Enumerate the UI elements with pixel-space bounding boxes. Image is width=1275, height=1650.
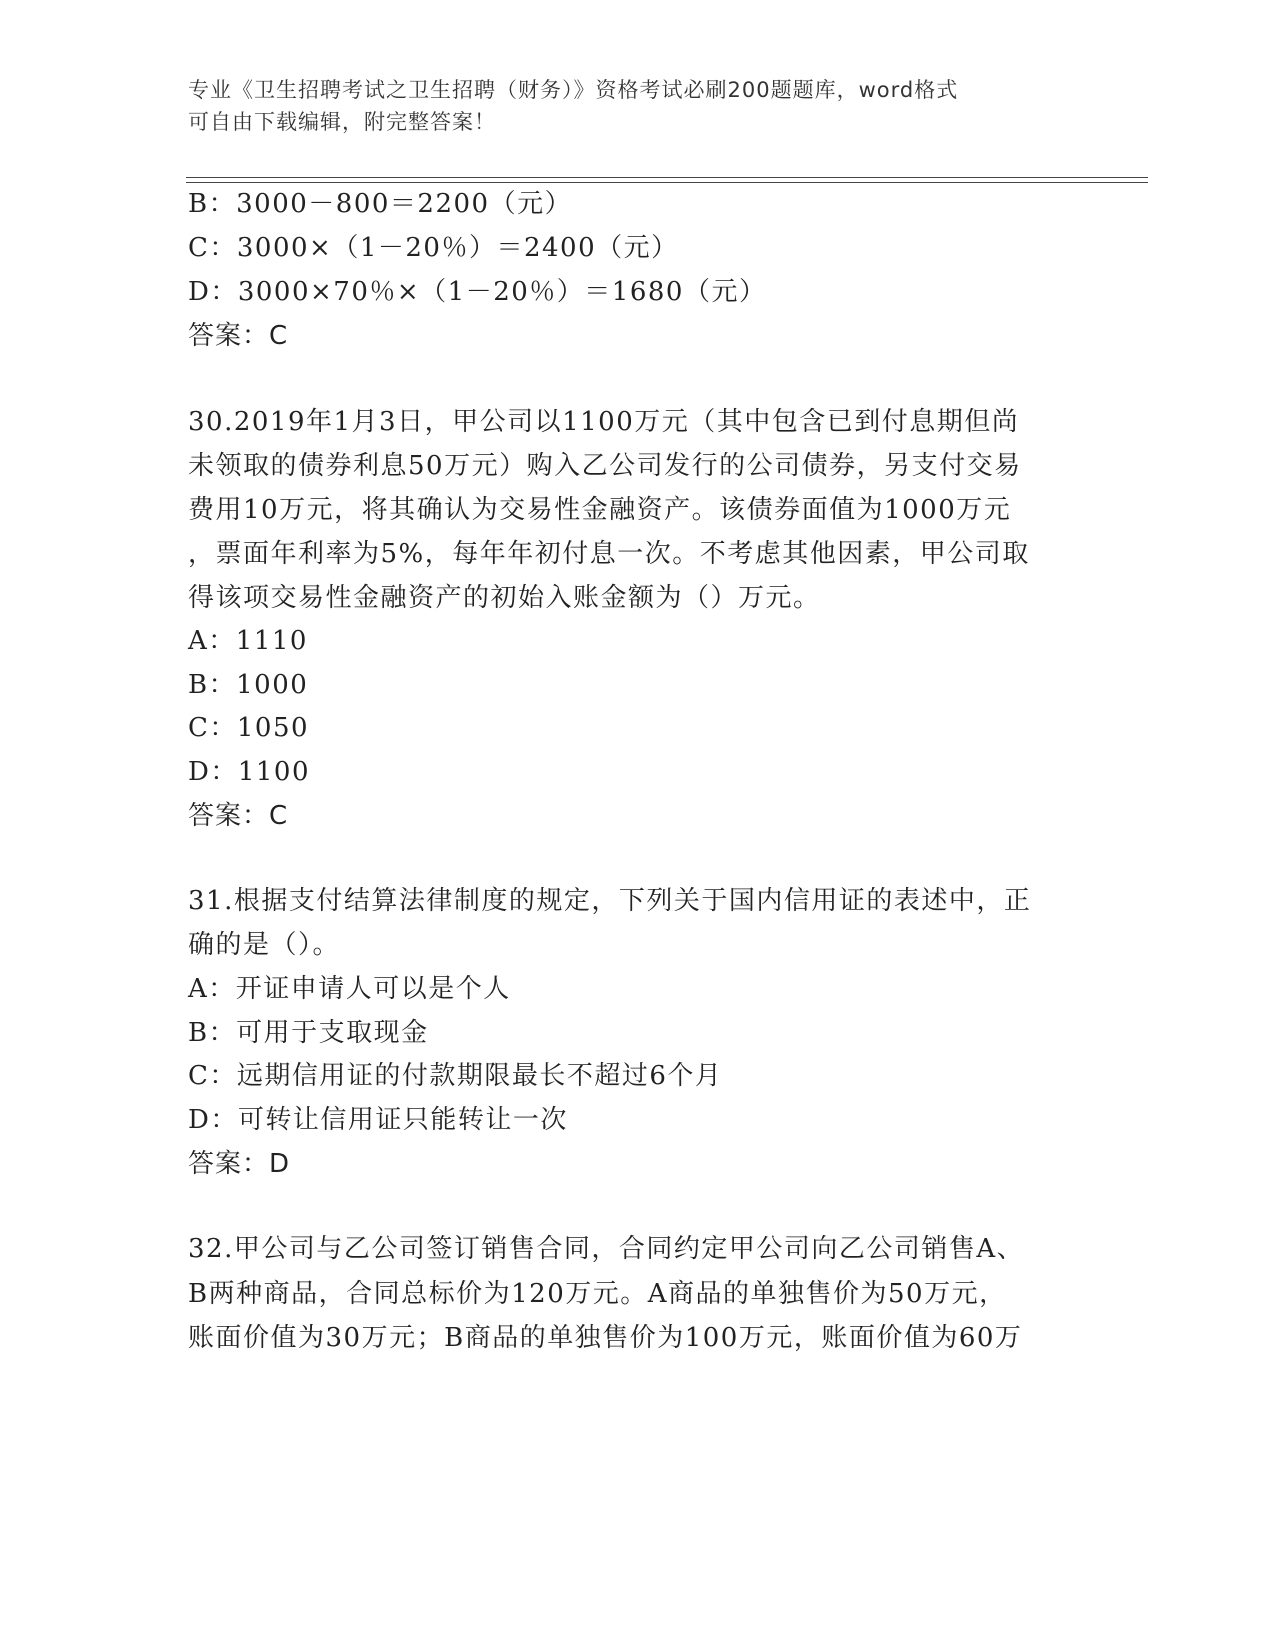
header-divider-bottom xyxy=(186,182,1148,183)
question-30-option-b: B：1000 xyxy=(188,670,309,700)
question-30-answer: 答案：C xyxy=(188,801,289,831)
question-30-line-1: 30.2019年1月3日，甲公司以1100万元（其中包含已到付息期但尚 xyxy=(188,407,1020,437)
question-31-option-a: A：开证申请人可以是个人 xyxy=(188,974,511,1004)
option-c: C：3000×（1－20％）＝2400（元） xyxy=(188,233,679,263)
question-30-line-5: 得该项交易性金融资产的初始入账金额为（）万元。 xyxy=(188,583,821,613)
option-b: B：3000－800＝2200（元） xyxy=(188,189,573,219)
document-header xyxy=(188,74,1068,138)
header-line-2: 可自由下载编辑，附完整答案！ xyxy=(188,110,496,134)
question-31-line-1: 31.根据支付结算法律制度的规定，下列关于国内信用证的表述中，正 xyxy=(188,886,1032,916)
question-30-option-d: D：1100 xyxy=(188,757,311,787)
question-30-option-a: A：1110 xyxy=(188,626,308,656)
option-d: D：3000×70％×（1－20％）＝1680（元） xyxy=(188,277,767,307)
question-30-line-2: 未领取的债券利息50万元）购入乙公司发行的公司债券，另支付交易 xyxy=(188,451,1022,481)
header-line-1: 专业《卫生招聘考试之卫生招聘（财务）》资格考试必刷200题题库，word格式 xyxy=(188,78,959,102)
question-32-line-3: 账面价值为30万元；B商品的单独售价为100万元，账面价值为60万 xyxy=(188,1323,1023,1353)
question-31-answer: 答案：D xyxy=(188,1149,291,1179)
question-31-option-d: D：可转让信用证只能转让一次 xyxy=(188,1105,568,1135)
question-32-line-1: 32.甲公司与乙公司签订销售合同，合同约定甲公司向乙公司销售A、 xyxy=(188,1234,1025,1264)
question-30-line-3: 费用10万元，将其确认为交易性金融资产。该债券面值为1000万元 xyxy=(188,495,1012,525)
question-30-option-c: C：1050 xyxy=(188,713,310,743)
question-31-option-b: B：可用于支取现金 xyxy=(188,1018,429,1048)
header-divider-top xyxy=(186,177,1148,178)
question-32-line-2: B两种商品，合同总标价为120万元。A商品的单独售价为50万元， xyxy=(188,1279,1007,1309)
answer: 答案：C xyxy=(188,321,289,351)
question-31-line-2: 确的是（）。 xyxy=(188,930,341,960)
question-31-option-c: C：远期信用证的付款期限最长不超过6个月 xyxy=(188,1061,723,1091)
question-30-line-4: ，票面年利率为5%，每年年初付息一次。不考虑其他因素，甲公司取 xyxy=(188,539,1030,569)
